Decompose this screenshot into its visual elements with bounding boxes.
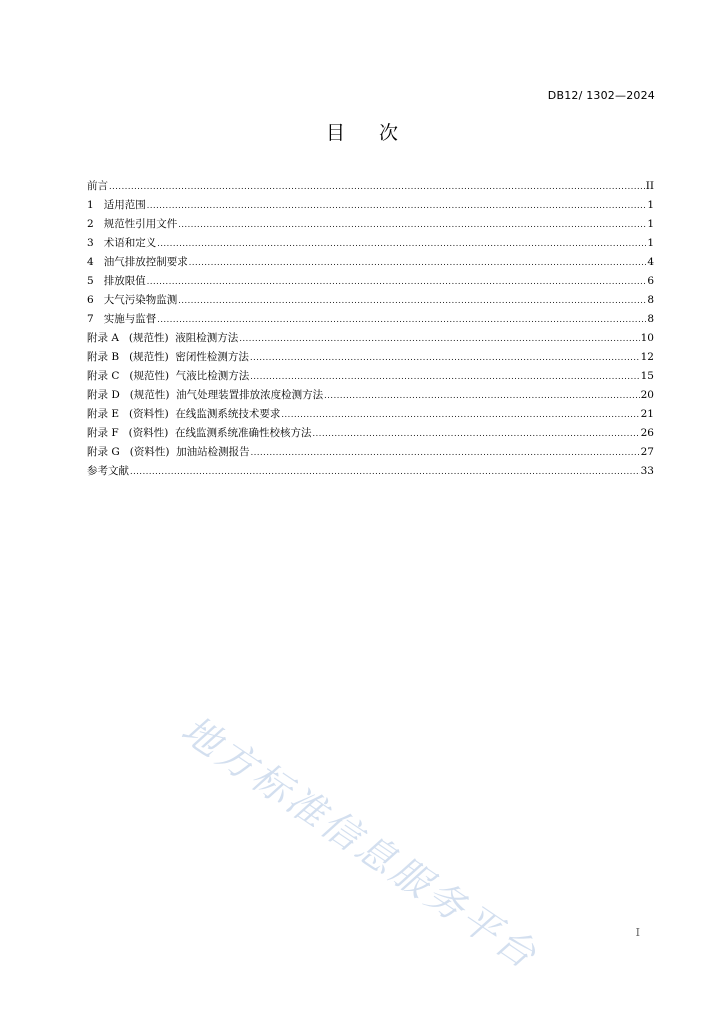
toc-entry-page: II [645, 180, 654, 192]
toc-entry[interactable] [87, 254, 654, 273]
toc-entry-label: 7 实施与监督 [87, 313, 157, 325]
toc-list [87, 178, 654, 482]
toc-entry-label: 1 适用范围 [87, 199, 146, 211]
toc-entry-page: 20 [640, 389, 654, 401]
toc-entry-label: 4 油气排放控制要求 [87, 256, 188, 268]
toc-entry-page: 6 [647, 275, 654, 287]
toc-leader-dots [250, 353, 640, 362]
toc-leader-dots [109, 182, 645, 191]
toc-entry[interactable] [87, 216, 654, 235]
toc-entry[interactable] [87, 368, 654, 387]
toc-entry-page: 4 [647, 256, 654, 268]
toc-entry[interactable] [87, 197, 654, 216]
toc-entry-label: 附录 A (规范性) 液阻检测方法 [87, 332, 239, 344]
toc-entry[interactable] [87, 235, 654, 254]
toc-entry-label: 参考文献 [87, 465, 129, 477]
toc-entry[interactable] [87, 444, 654, 463]
toc-entry-label: 2 规范性引用文件 [87, 218, 178, 230]
toc-entry-label: 前言 [87, 180, 108, 192]
toc-entry-page: 33 [640, 465, 654, 477]
toc-entry-page: 27 [640, 446, 654, 458]
toc-leader-dots [281, 410, 639, 419]
toc-entry[interactable] [87, 406, 654, 425]
toc-entry-label: 附录 G (资料性) 加油站检测报告 [87, 446, 250, 458]
toc-leader-dots [324, 391, 639, 400]
toc-entry-page: 21 [640, 408, 654, 420]
toc-entry-page: 1 [647, 199, 654, 211]
toc-entry-page: 26 [640, 427, 654, 439]
toc-entry-label: 附录 B (规范性) 密闭性检测方法 [87, 351, 249, 363]
toc-entry[interactable] [87, 178, 654, 197]
toc-leader-dots [313, 429, 640, 438]
toc-entry[interactable] [87, 425, 654, 444]
toc-entry-label: 5 排放限值 [87, 275, 146, 287]
page-number: I [635, 926, 640, 939]
toc-entry-label: 3 术语和定义 [87, 237, 157, 249]
toc-leader-dots [239, 334, 639, 343]
toc-leader-dots [250, 372, 639, 381]
toc-entry-label: 附录 E (资料性) 在线监测系统技术要求 [87, 408, 281, 420]
toc-entry[interactable] [87, 463, 654, 482]
toc-entry-page: 10 [640, 332, 654, 344]
toc-entry-label: 附录 F (资料性) 在线监测系统准确性校核方法 [87, 427, 312, 439]
toc-entry[interactable] [87, 349, 654, 368]
toc-entry[interactable] [87, 330, 654, 349]
toc-entry-page: 8 [647, 313, 654, 325]
toc-entry[interactable] [87, 387, 654, 406]
toc-entry-page: 8 [647, 294, 654, 306]
toc-leader-dots [147, 201, 647, 210]
toc-entry-label: 附录 C (规范性) 气液比检测方法 [87, 370, 250, 382]
toc-entry-label: 附录 D (规范性) 油气处理装置排放浓度检测方法 [87, 389, 324, 401]
toc-entry-page: 1 [647, 218, 654, 230]
toc-entry-page: 15 [640, 370, 654, 382]
toc-entry[interactable] [87, 311, 654, 330]
toc-leader-dots [157, 239, 646, 248]
toc-leader-dots [178, 220, 646, 229]
toc-entry-page: 12 [640, 351, 654, 363]
toc-entry-label: 6 大气污染物监测 [87, 294, 178, 306]
toc-entry[interactable] [87, 292, 654, 311]
document-code: DB12/ 1302—2024 [547, 89, 655, 102]
watermark: 地方标准信息服务平台 [173, 707, 547, 979]
toc-leader-dots [189, 258, 647, 267]
toc-leader-dots [178, 296, 646, 305]
toc-leader-dots [157, 315, 646, 324]
toc-entry-page: 1 [647, 237, 654, 249]
toc-entry[interactable] [87, 273, 654, 292]
toc-leader-dots [147, 277, 647, 286]
toc-leader-dots [130, 467, 640, 476]
toc-leader-dots [251, 448, 640, 457]
toc-title: 目次 [325, 122, 432, 144]
